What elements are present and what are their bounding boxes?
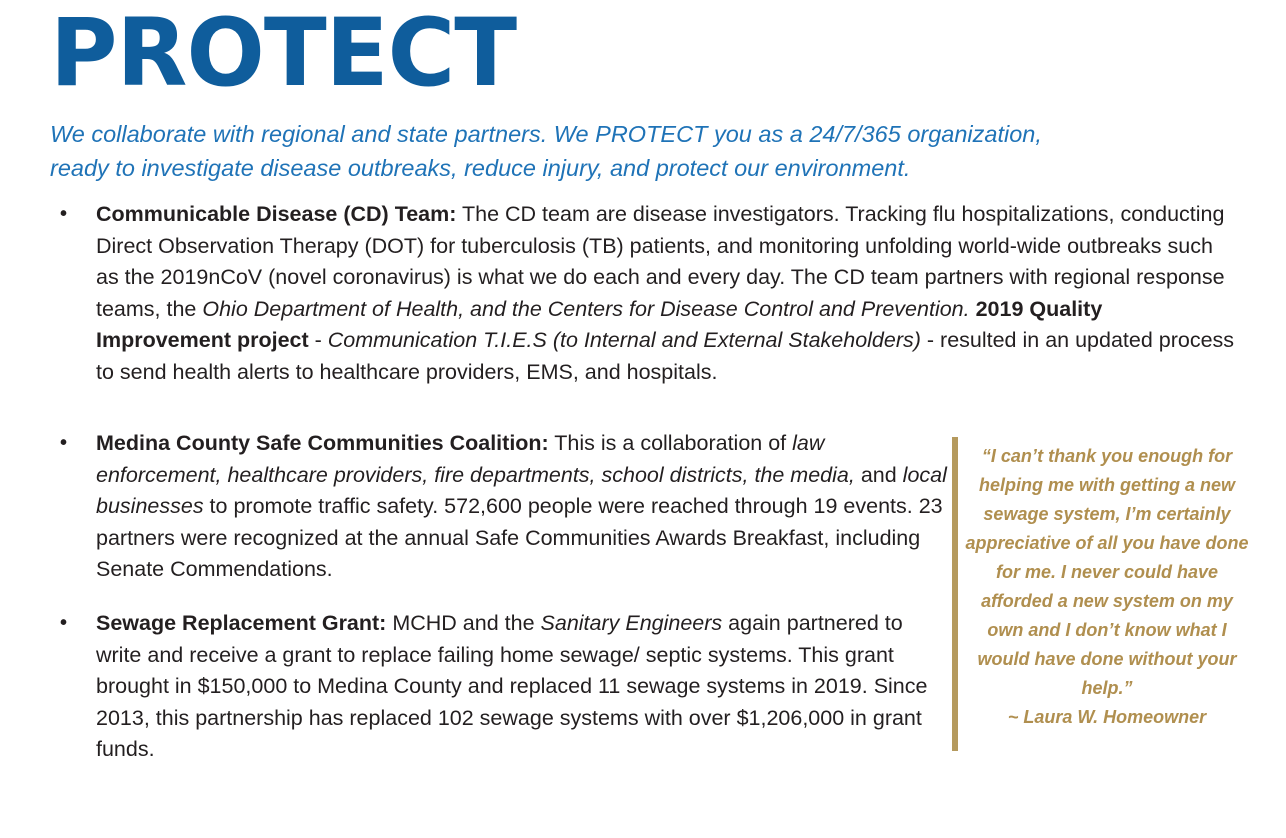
- item-text: and: [854, 462, 903, 487]
- item-text: -: [308, 328, 328, 352]
- bullet-icon: •: [60, 432, 68, 454]
- list-item-cd-team: [60, 199, 1240, 388]
- item-text: This is a collaboration of: [548, 431, 793, 455]
- list-item-body: [96, 199, 1240, 388]
- item-text-italic: local businesses: [96, 462, 947, 518]
- item-project-title: 2019 Quality Improvement project: [96, 296, 1103, 352]
- bullet-icon: •: [60, 612, 68, 634]
- intro-statement: [50, 117, 1250, 185]
- item-text: to promote traffic safety. 572,600 people were reached through 19 events. 23 partners were recognized at the annual Safe Communities Awards Breakfast, including Senate Commendations.: [96, 494, 943, 581]
- intro-line-1: We collaborate with regional and state partners. We PROTECT you as a 24/7/365 organization,: [50, 121, 1042, 147]
- item-text: The CD team are disease investigators. Tracking flu hospitalizations, conducting Direct Observation Therapy (DOT) for tuberculosis (TB) patients, and monitoring unfolding world-wide outbreaks such as the 2019nCoV (novel coronavirus) is what we do each and every day. The CD team partners with regional response teams, the: [96, 202, 1225, 321]
- item-heading: Medina County Safe Communities Coalition:: [96, 431, 549, 455]
- quote-author: ~ Laura W. Homeowner: [1007, 707, 1207, 727]
- item-text: again partnered to write and receive a grant to replace failing home sewage/ septic systems. This grant brought in $150,000 to Medina County and replaced 11 sewage systems in 2019. Since 2013, this partnership has replaced 102 sewage systems with over $1,206,000 in grant funds.: [96, 611, 928, 761]
- item-text: - resulted in an updated process to send health alerts to healthcare providers, EMS, and hospitals.: [96, 328, 1235, 384]
- item-text-italic: law enforcement, healthcare providers, fire departments, school districts, the media,: [96, 431, 855, 487]
- list-item-sewage-grant: [60, 608, 950, 766]
- page-title: PROTECT: [50, 0, 517, 108]
- list-item-safe-communities: [60, 428, 950, 586]
- item-text-italic: Communication T.I.E.S (to Internal and External Stakeholders): [327, 328, 921, 352]
- item-text-italic: Ohio Department of Health, and the Centers for Disease Control and Prevention.: [202, 296, 970, 321]
- item-heading: Sewage Replacement Grant:: [96, 611, 387, 635]
- quote-text: “I can’t thank you enough for helping me with getting a new sewage system, I’m certainly appreciative of all you have done for me. I never could have afforded a new system on my own and I don’t know what I would have done without your help.”: [965, 446, 1249, 698]
- quote-accent-bar: [952, 437, 958, 751]
- bullet-icon: •: [60, 203, 68, 225]
- list-item-body: [96, 608, 950, 766]
- list-item-body: [96, 428, 950, 586]
- item-text: MCHD and the: [386, 611, 541, 635]
- item-heading: Communicable Disease (CD) Team:: [96, 202, 457, 226]
- testimonial-quote: [962, 442, 1252, 732]
- intro-line-2: ready to investigate disease outbreaks, reduce injury, and protect our environment.: [50, 155, 911, 181]
- item-text-italic: Sanitary Engineers: [540, 611, 723, 635]
